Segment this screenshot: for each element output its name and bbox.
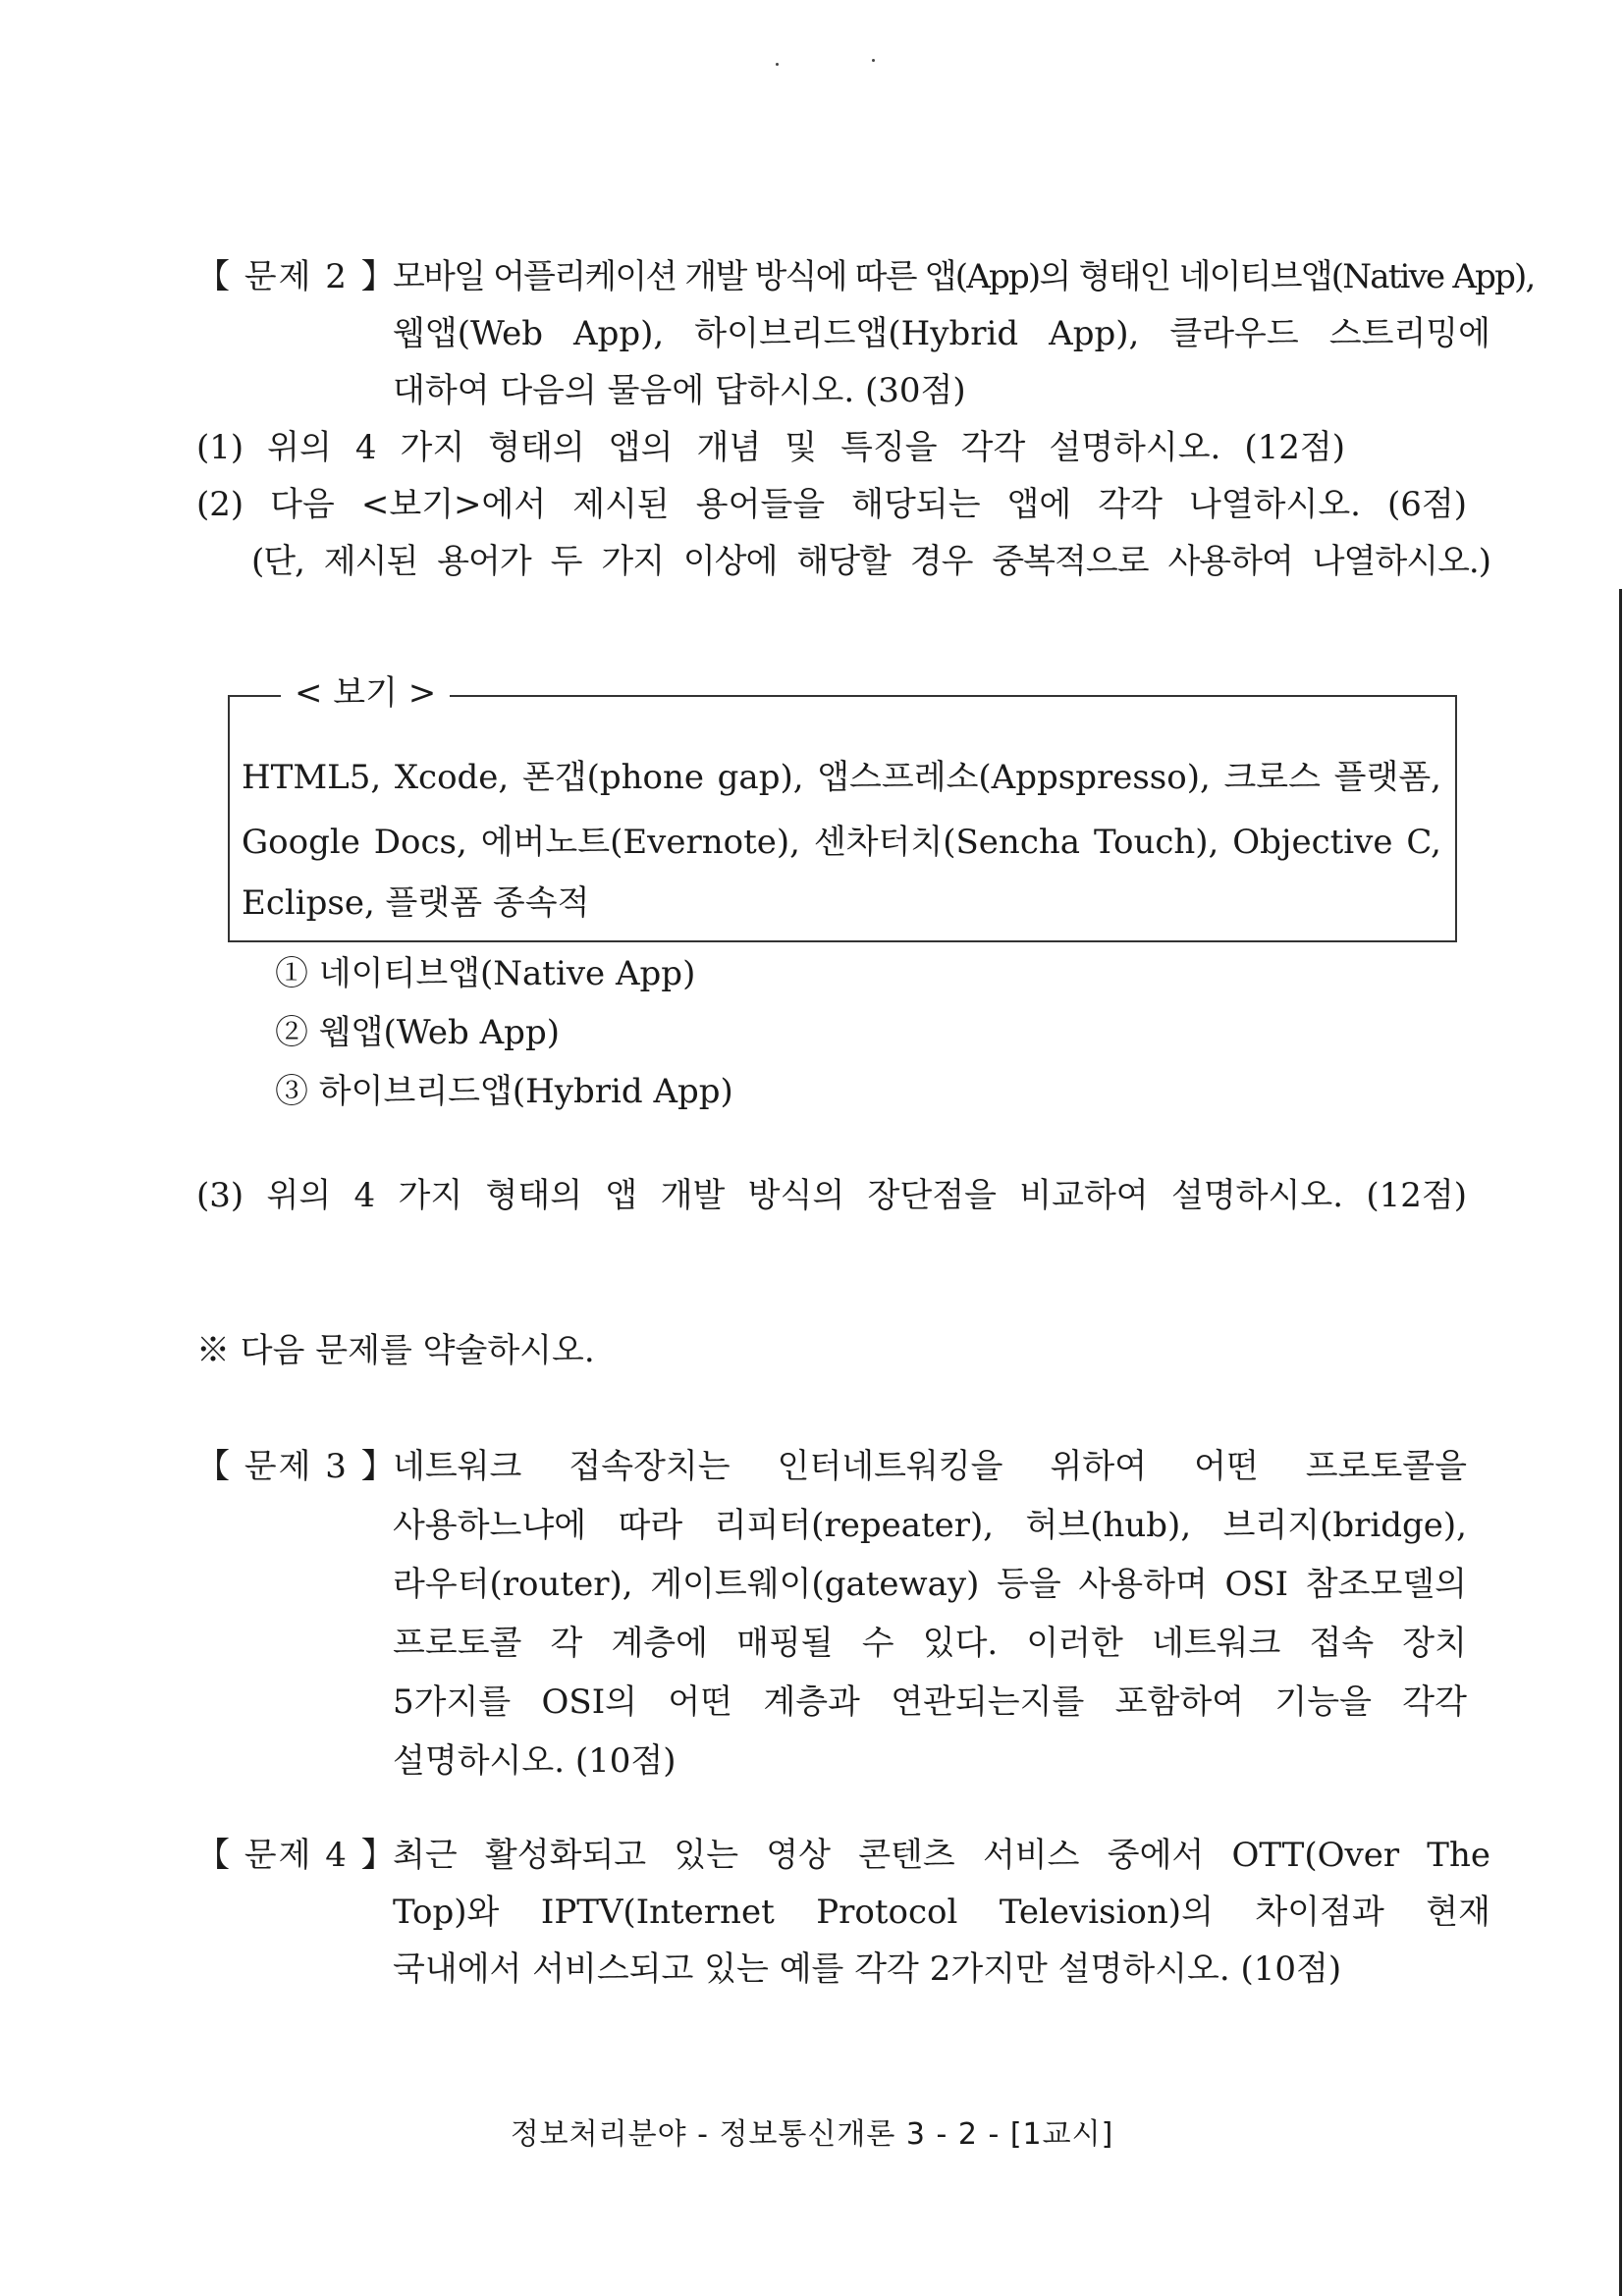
q4-line-1: 최근 활성화되고 있는 영상 콘텐츠 서비스 중에서 OTT(Over The	[393, 1836, 1490, 1875]
q2-sub-question-3: (3) 위의 4 가지 형태의 앱 개발 방식의 장단점을 비교하여 설명하시오. (12점)	[196, 1176, 1467, 1215]
page-footer: 정보처리분야 - 정보통신개론 3 - 2 - [1교시]	[510, 2117, 1114, 2152]
q2-line-1: 모바일 어플리케이션 개발 방식에 따른 앱(App)의 형태인 네이티브앱(Native App),	[393, 257, 1535, 296]
q2-sub-question-2-note: (단, 제시된 용어가 두 가지 이상에 해당할 경우 중복적으로 사용하여 나열하시오.)	[251, 542, 1490, 581]
example-box-line-3: Eclipse, 플랫폼 종속적	[242, 883, 590, 923]
q2-label: 【 문제 2 】	[196, 257, 397, 296]
q2-line-3: 대하여 다음의 물음에 답하시오. (30점)	[393, 371, 966, 410]
example-box-line-2: Google Docs, 에버노트(Evernote), 센차터치(Sencha Touch), Objective C,	[242, 823, 1441, 862]
example-box-title: < 보기 >	[281, 673, 450, 713]
q3-line-2: 사용하느냐에 따라 리피터(repeater), 허브(hub), 브리지(bridge),	[393, 1506, 1467, 1545]
q4-label: 【 문제 4 】	[196, 1836, 397, 1875]
option-native-app: ① 네이티브앱(Native App)	[275, 954, 696, 993]
scan-speck	[776, 63, 779, 66]
q3-line-6: 설명하시오. (10점)	[393, 1741, 677, 1781]
q4-line-3: 국내에서 서비스되고 있는 예를 각각 2가지만 설명하시오. (10점)	[393, 1949, 1342, 1989]
q3-line-4: 프로토콜 각 계층에 매핑될 수 있다. 이러한 네트워크 접속 장치	[393, 1624, 1467, 1663]
q2-line-2: 웹앱(Web App), 하이브리드앱(Hybrid App), 클라우드 스트리밍에	[393, 314, 1490, 353]
instruction-text: ※ 다음 문제를 약술하시오.	[196, 1331, 595, 1370]
q3-line-3: 라우터(router), 게이트웨이(gateway) 등을 사용하며 OSI 참조모델의	[393, 1565, 1467, 1604]
scan-speck	[872, 59, 875, 62]
scan-edge-line	[1619, 589, 1622, 2296]
q3-label: 【 문제 3 】	[196, 1447, 397, 1486]
option-hybrid-app: ③ 하이브리드앱(Hybrid App)	[275, 1072, 733, 1111]
option-web-app: ② 웹앱(Web App)	[275, 1013, 560, 1052]
q3-line-5: 5가지를 OSI의 어떤 계층과 연관되는지를 포함하여 기능을 각각	[393, 1682, 1467, 1722]
q2-sub-question-2: (2) 다음 <보기>에서 제시된 용어들을 해당되는 앱에 각각 나열하시오. (6점)	[196, 485, 1467, 524]
q4-line-2: Top)와 IPTV(Internet Protocol Television)의 차이점과 현재	[393, 1893, 1490, 1932]
q2-sub-question-1: (1) 위의 4 가지 형태의 앱의 개념 및 특징을 각각 설명하시오. (12점)	[196, 428, 1345, 467]
q3-line-1: 네트워크 접속장치는 인터네트워킹을 위하여 어떤 프로토콜을	[393, 1447, 1467, 1486]
example-box-line-1: HTML5, Xcode, 폰갭(phone gap), 앱스프레소(Appspresso), 크로스 플랫폼,	[242, 758, 1441, 797]
